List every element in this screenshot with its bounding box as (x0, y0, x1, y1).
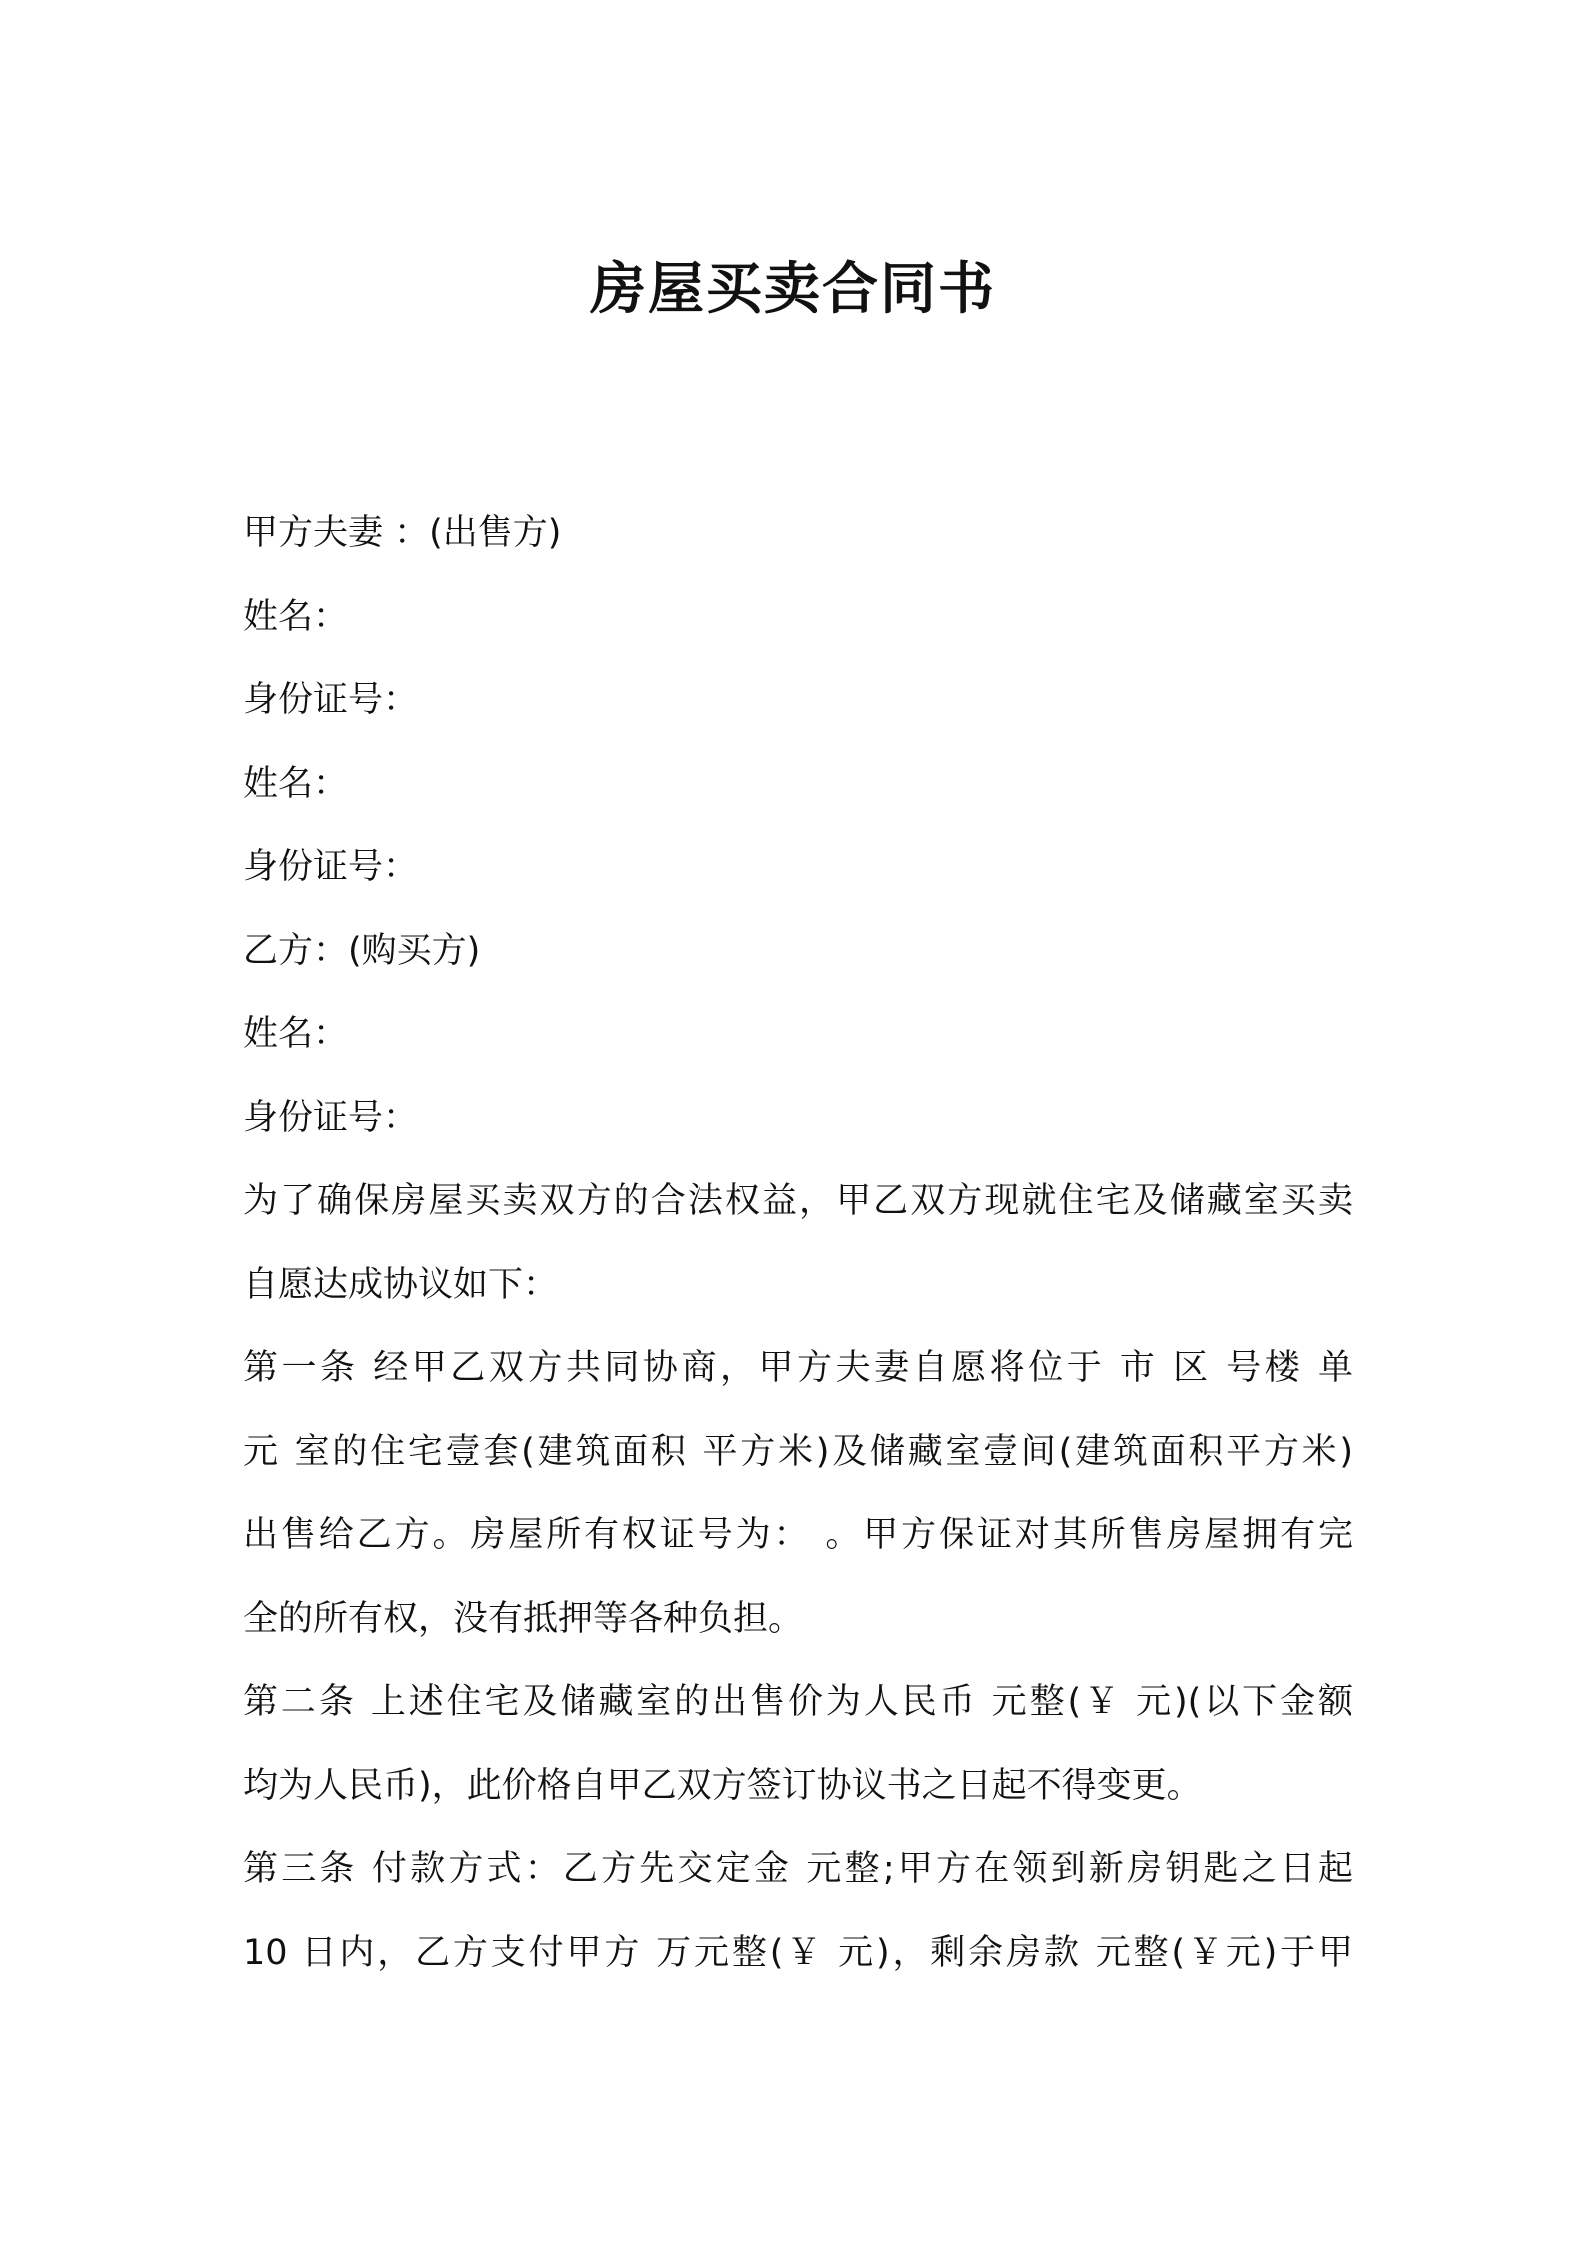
article-1-line-1: 第一条 经甲乙双方共同协商，甲方夫妻自愿将位于 市 区 号楼 单 (243, 1348, 1353, 1388)
party-b-id: 身份证号： (243, 1097, 419, 1138)
party-b-name: 姓名： (243, 1014, 349, 1054)
article-3-line-1: 第三条 付款方式：乙方先交定金 元整;甲方在领到新房钥匙之日起 (243, 1849, 1353, 1889)
article-2-line-1: 第二条 上述住宅及储藏室的出售价为人民币 元整(￥ 元)(以下金额 (243, 1682, 1353, 1722)
document-body (243, 492, 1353, 1995)
article-1-line-4: 全的所有权，没有抵押等各种负担。 (243, 1598, 804, 1639)
article-1-line-3: 出售给乙方。房屋所有权证号为： 。甲方保证对其所售房屋拥有完 (243, 1515, 1353, 1555)
preamble-line-2: 自愿达成协议如下： (243, 1264, 559, 1305)
article-3-line-2: 10 日内，乙方支付甲方 万元整(￥ 元)，剩余房款 元整(￥元)于甲 (243, 1932, 1353, 1973)
document-title: 房屋买卖合同书 (590, 257, 996, 322)
party-a-id-2: 身份证号： (243, 847, 419, 887)
party-a-heading: 甲方夫妻 ：(出售方) (243, 513, 562, 553)
party-b-heading: 乙方：(购买方) (243, 930, 481, 971)
party-a-name-1: 姓名： (243, 596, 349, 637)
party-a-id-1: 身份证号： (243, 680, 419, 720)
party-a-name-2: 姓名： (243, 763, 349, 804)
preamble-line-1: 为了确保房屋买卖双方的合法权益，甲乙双方现就住宅及储藏室买卖 (243, 1181, 1353, 1221)
article-1-line-2: 元 室的住宅壹套(建筑面积 平方米)及储藏室壹间(建筑面积平方米) (243, 1431, 1353, 1472)
article-2-line-2: 均为人民币)，此价格自甲乙双方签订协议书之日起不得变更。 (243, 1765, 1202, 1806)
